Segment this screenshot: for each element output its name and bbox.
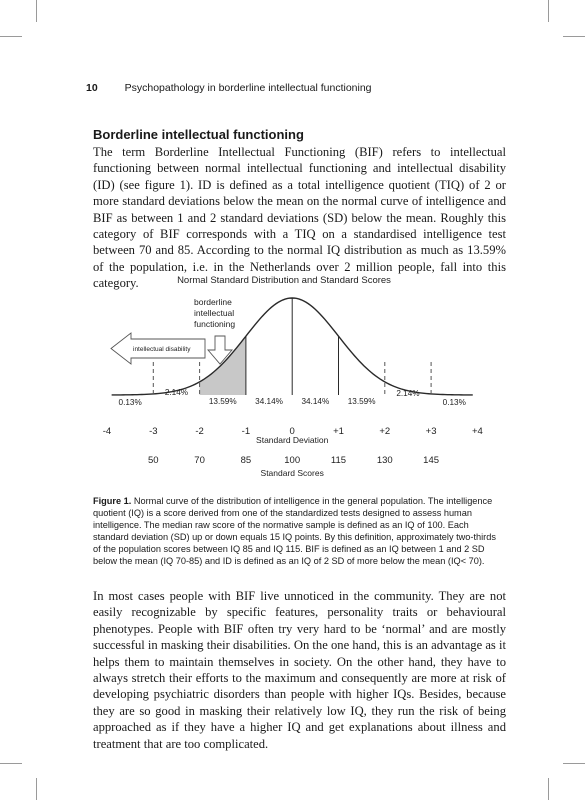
percent-label: 34.14%: [255, 397, 283, 406]
sd-tick-label: -2: [195, 426, 204, 437]
percent-label: 2.14%: [164, 388, 189, 397]
sd-tick-label: 0: [289, 426, 295, 437]
crop-mark: [563, 763, 585, 764]
sd-tick-label: +1: [333, 426, 344, 437]
sd-tick-label: -3: [149, 426, 158, 437]
standard-score-label: 130: [376, 455, 393, 466]
crop-mark: [0, 763, 22, 764]
percent-label: 13.59%: [208, 397, 237, 406]
standard-score-label: 85: [240, 455, 252, 466]
percent-label: 13.59%: [347, 397, 376, 406]
caption-label: Figure 1.: [93, 496, 132, 506]
page-number: 10: [86, 82, 98, 94]
chart-title: Normal Standard Distribution and Standard Scores: [177, 275, 391, 286]
crop-mark: [0, 36, 22, 37]
percent-label: 2.14%: [396, 389, 420, 398]
x-axis-label: Standard Deviation: [256, 435, 329, 445]
id-annotation-label: intellectual disability: [133, 346, 191, 353]
x2-axis-label: Standard Scores: [260, 468, 324, 478]
percent-label: 0.13%: [118, 398, 142, 407]
sd-tick-label: -4: [102, 426, 112, 437]
bif-annotation-label: functioning: [194, 319, 236, 329]
figure-caption: [93, 495, 506, 567]
sd-tick-label: +3: [425, 426, 437, 437]
body-paragraph: The term Borderline Intellectual Functioning (BIF) refers to intellectual functioning between normal intellectual functioning and intellectual disability (ID) (see figure 1). ID is defined as a total intelligence quotient (TIQ) of 2 or more standard deviations below the mean on the normal curve of intelligence and BIF as between 1 and 2 standard deviations (SD) below the mean. Roughly this category of BIF corresponds with a TIQ on a standardised intelligence test between 70 and 85. According to the normal IQ distribution as much as 13.59% of the population, i.e. in the Netherlands over 2 million people, fall into this category.: [93, 145, 506, 291]
crop-mark: [36, 778, 37, 800]
bif-annotation-label: intellectual: [194, 308, 235, 318]
crop-mark: [548, 778, 549, 800]
standard-score-label: 115: [330, 455, 347, 466]
standard-score-label: 70: [194, 455, 205, 466]
running-title: Psychopathology in borderline intellectual functioning: [124, 82, 372, 94]
percent-label: 34.14%: [301, 397, 330, 406]
caption-text: Normal curve of the distribution of intelligence in the general population. The intelligence quotient (IQ) is a score derived from one of the standardized tests designed to assess human intelligence. The median raw score of the normative sample is defined as an IQ of 100. Each standard deviation (SD) up or down equals 15 IQ points. By this definition, approximately two-thirds of the population scores between IQ 85 and IQ 115. BIF is defined as an IQ between 1 and 2 SD below the mean (IQ 70-85) and ID is defined as an IQ of 2 SD of more below the mean (IQ< 70).: [93, 496, 496, 566]
crop-mark: [548, 0, 549, 22]
section-title: Borderline intellectual functioning: [93, 127, 304, 142]
crop-mark: [36, 0, 37, 22]
sd-tick-label: +2: [379, 426, 391, 437]
standard-score-label: 50: [148, 455, 159, 466]
crop-mark: [563, 36, 585, 37]
percent-label: 0.13%: [442, 398, 466, 407]
standard-score-label: 145: [423, 455, 440, 466]
bif-annotation-label: borderline: [194, 297, 232, 307]
running-header: [86, 82, 372, 94]
normal-distribution-figure: [93, 270, 506, 482]
standard-score-label: 100: [284, 455, 301, 466]
sd-tick-label: +4: [471, 426, 483, 437]
sd-tick-label: -1: [241, 426, 251, 437]
body-paragraph: In most cases people with BIF live unnoticed in the community. They are not easily recognizable by specific features, personality traits or behavioural phenotypes. People with BIF often try very hard to be ‘normal’ and are mostly successful in masking their disabilities. On the one hand, this is an advantage as it helps them to maintain themselves in society. On the other hand, they have to always stretch their efforts to the maximum and consequently are more at risk of developing psychiatric disorders than people with higher IQs. Besides, because they are so good in masking their relatively low IQ, they run the risk of being approached as if they have a higher IQ and get explanations about illness and treatment that are too complicated.: [93, 589, 506, 751]
